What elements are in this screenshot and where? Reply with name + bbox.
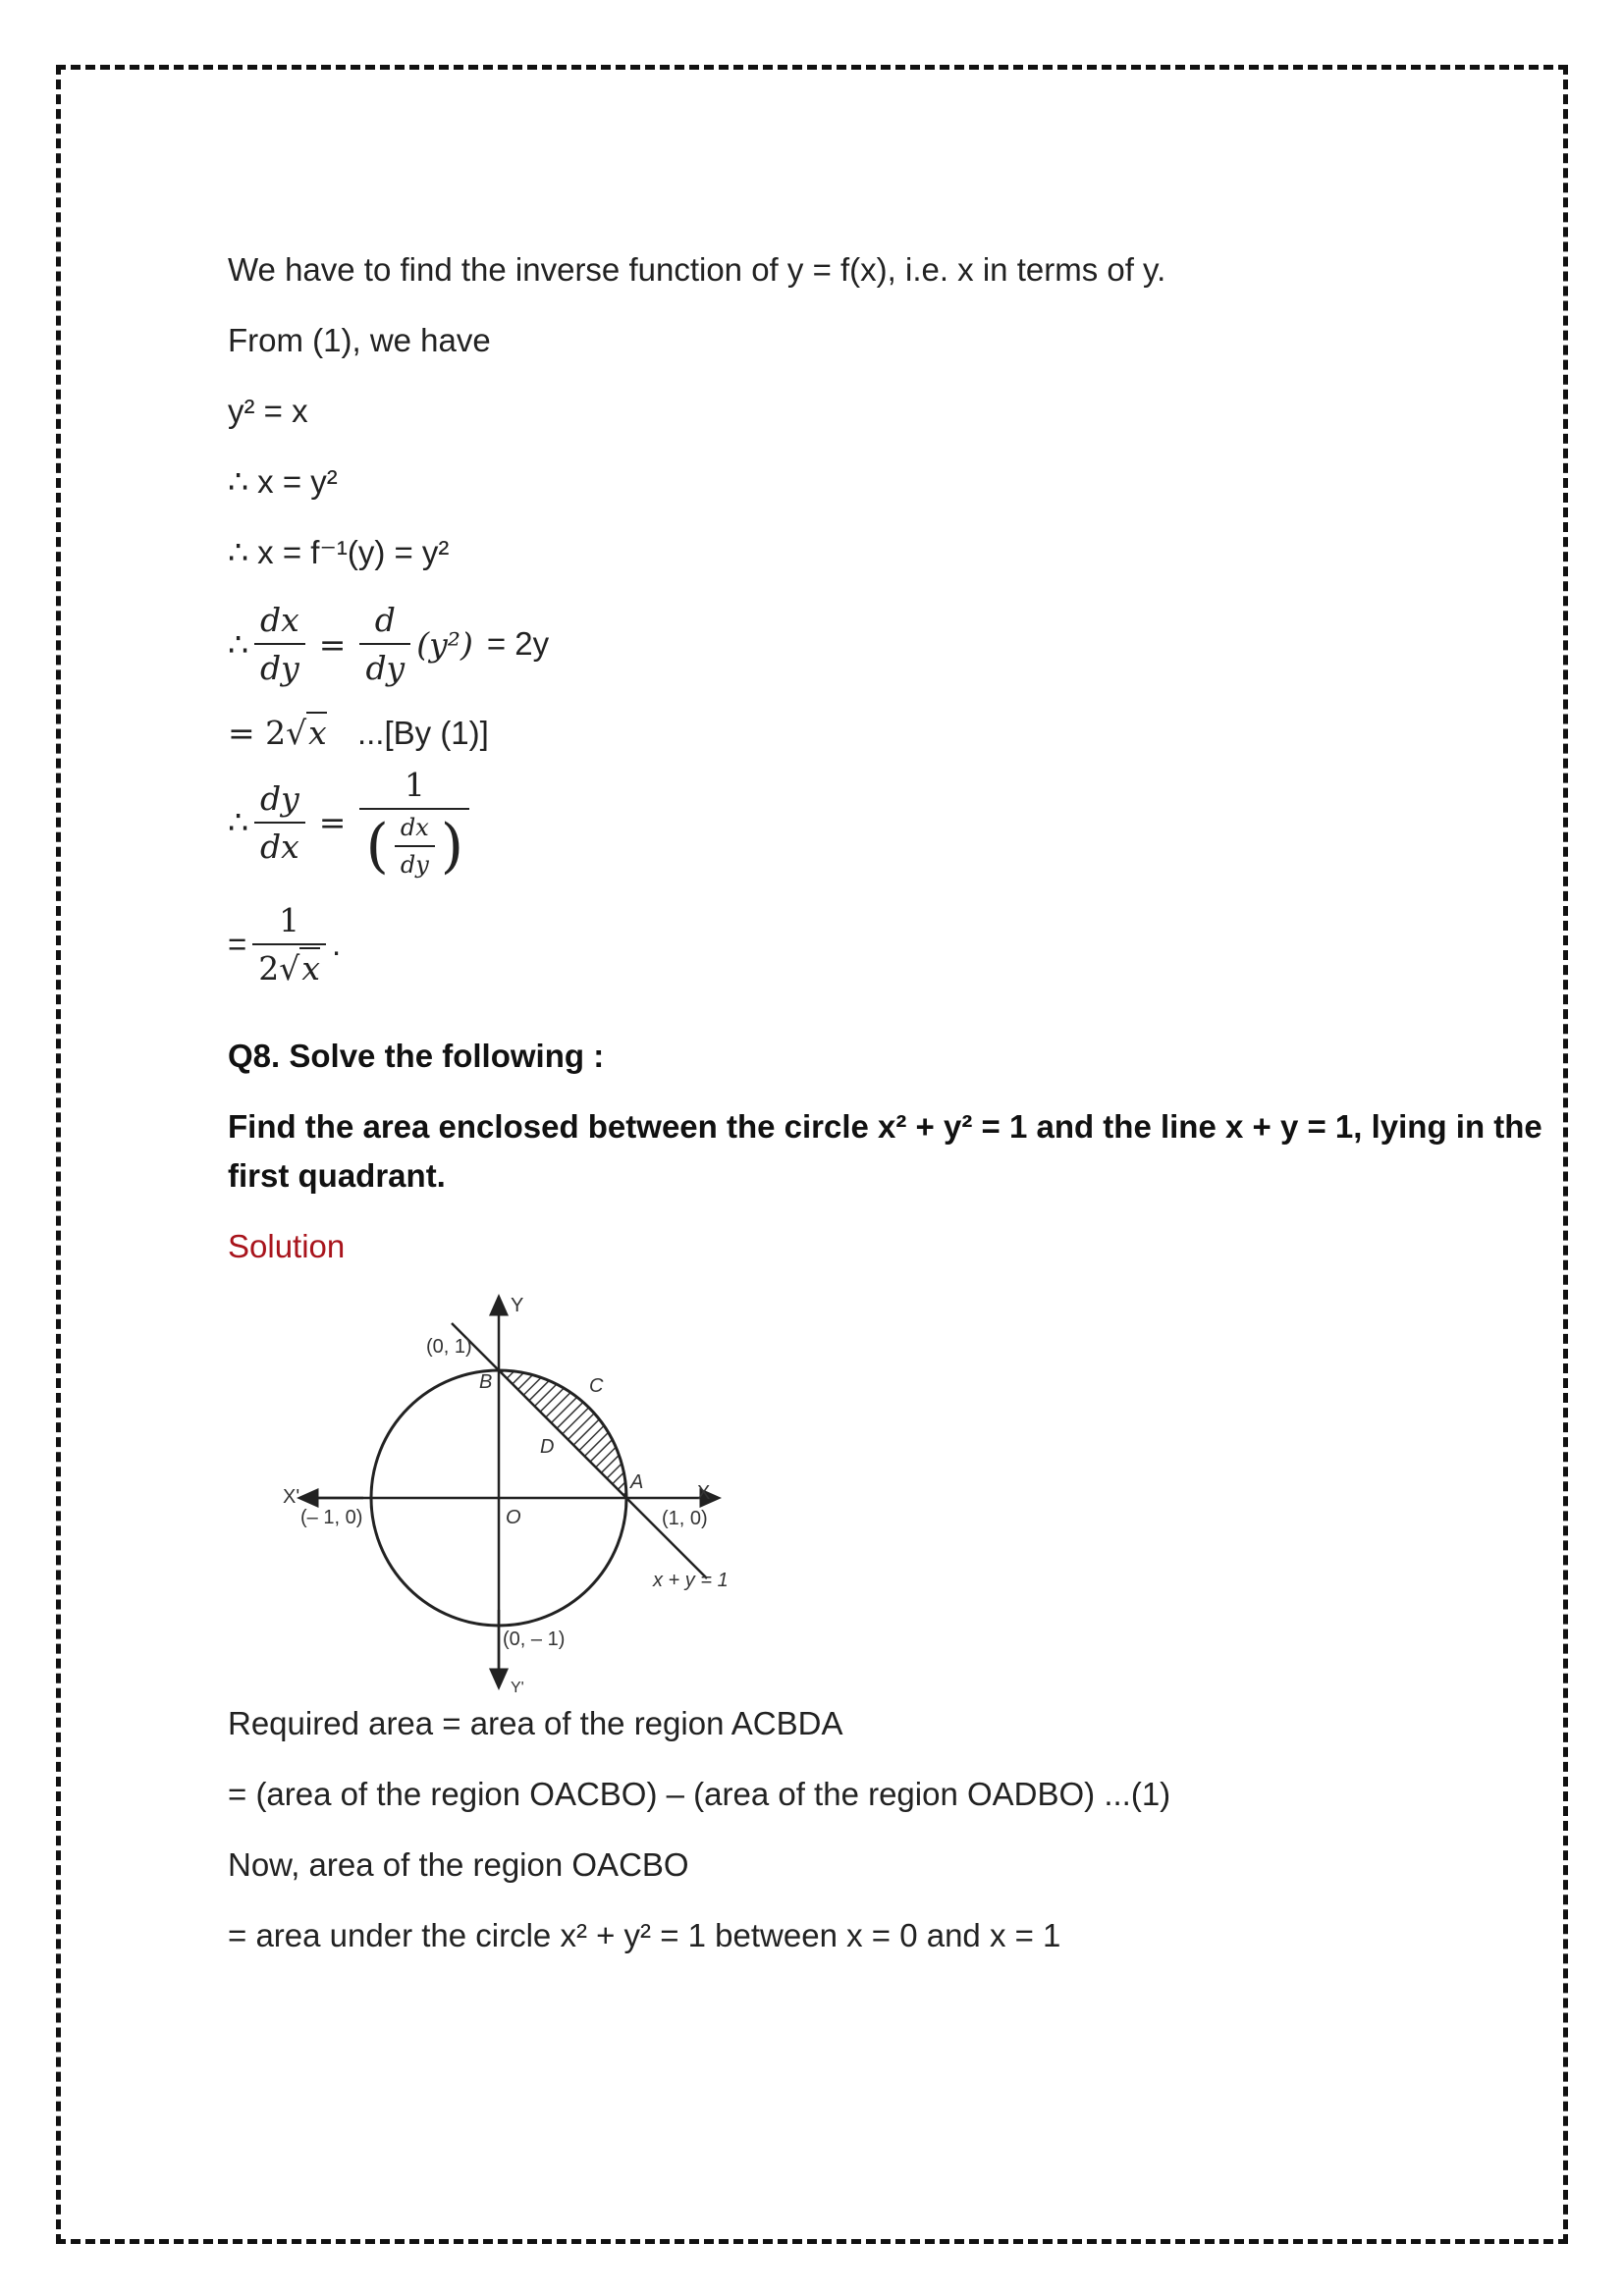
eq-inverse: ∴ x = f⁻¹(y) = y²: [228, 534, 450, 570]
question-text-line-2: first quadrant.: [228, 1157, 446, 1194]
sqrt-sign: √: [279, 949, 300, 988]
fraction-dx-dy: [254, 601, 305, 687]
sqrt-sign: √: [286, 714, 307, 752]
question-text-line-1: Find the area enclosed between the circle x² + y² = 1 and the line x + y = 1, lying in the: [228, 1108, 1542, 1145]
reference-by-1: ...[By (1)]: [356, 715, 489, 751]
fraction-denominator: dy: [395, 845, 435, 879]
equals-symbol: =: [318, 803, 347, 841]
label-line-equation: x + y = 1: [653, 1570, 729, 1591]
label-point-b-coord: (0, 1): [426, 1336, 472, 1358]
label-point-b: B: [479, 1371, 493, 1393]
label-neg-x-coord: (– 1, 0): [300, 1507, 363, 1528]
text-required-area: Required area = area of the region ACBDA: [228, 1705, 843, 1741]
radicand-x: x: [301, 949, 320, 988]
eq-2-sqrt-x: [228, 714, 489, 753]
eq-derivative-dy-dx: [228, 766, 475, 879]
label-point-a: A: [630, 1471, 644, 1493]
eq-one-over-2-sqrt-x: [228, 901, 341, 988]
fraction-denominator: [252, 943, 326, 988]
fraction-denominator: dy: [254, 643, 305, 687]
label-x: X: [697, 1482, 711, 1504]
result-2y: = 2y: [486, 625, 550, 662]
circle-line-figure: [265, 1286, 776, 1698]
fraction-1-over-2sqrtx: [252, 901, 326, 988]
therefore-symbol: ∴: [228, 804, 248, 840]
eq-x-equals-y-squared: ∴ x = y²: [228, 463, 338, 500]
label-point-c: C: [589, 1375, 604, 1397]
text-area-difference: = (area of the region OACBO) – (area of the region OADBO) ...(1): [228, 1776, 1171, 1812]
fraction-denominator: dy: [359, 643, 410, 687]
label-origin: O: [506, 1507, 521, 1528]
equals-symbol: =: [228, 926, 247, 962]
radicand-x: x: [308, 714, 327, 752]
coefficient-2: 2: [258, 949, 280, 988]
close-paren: ): [440, 812, 464, 881]
fraction-d-dy: [359, 601, 410, 687]
therefore-symbol: ∴: [228, 625, 248, 663]
fraction-numerator: 1: [279, 901, 300, 939]
label-x-neg: X': [283, 1486, 300, 1508]
fraction-numerator: dx: [260, 601, 299, 639]
line-x-plus-y-equals-1: [452, 1323, 707, 1578]
paren-y-squared: (y²): [416, 624, 473, 664]
label-y-neg: Y': [511, 1680, 524, 1696]
text-inverse-function: We have to find the inverse function of y = f(x), i.e. x in terms of y.: [228, 251, 1166, 288]
label-point-a-coord: (1, 0): [662, 1508, 708, 1529]
fraction-dy-dx: [254, 779, 305, 866]
solution-heading: Solution: [228, 1228, 346, 1264]
text-area-under-circle: = area under the circle x² + y² = 1 between x = 0 and x = 1: [228, 1917, 1061, 1953]
fraction-reciprocal: [359, 766, 469, 879]
fraction-numerator: dx: [400, 814, 429, 841]
eq-y-squared: y² = x: [228, 393, 308, 429]
fraction-numerator: d: [374, 601, 396, 639]
label-point-d: D: [540, 1436, 555, 1458]
inner-fraction-dx-dy: [395, 814, 435, 879]
text-area-oacbo: Now, area of the region OACBO: [228, 1846, 689, 1883]
text-from-1: From (1), we have: [228, 322, 491, 358]
equals-two: = 2: [228, 714, 287, 752]
label-y: Y: [511, 1295, 524, 1316]
eq-derivative-dx-dy: [228, 601, 549, 687]
fraction-numerator: dy: [260, 778, 299, 818]
equals-symbol: =: [318, 624, 347, 664]
label-neg-y-coord: (0, – 1): [503, 1629, 566, 1650]
period: .: [331, 926, 342, 962]
fraction-denominator: dx: [254, 822, 305, 866]
open-paren: (: [365, 812, 389, 881]
fraction-denominator: [359, 808, 469, 879]
fraction-numerator: 1: [404, 766, 425, 804]
question-title: Q8. Solve the following :: [228, 1038, 605, 1074]
